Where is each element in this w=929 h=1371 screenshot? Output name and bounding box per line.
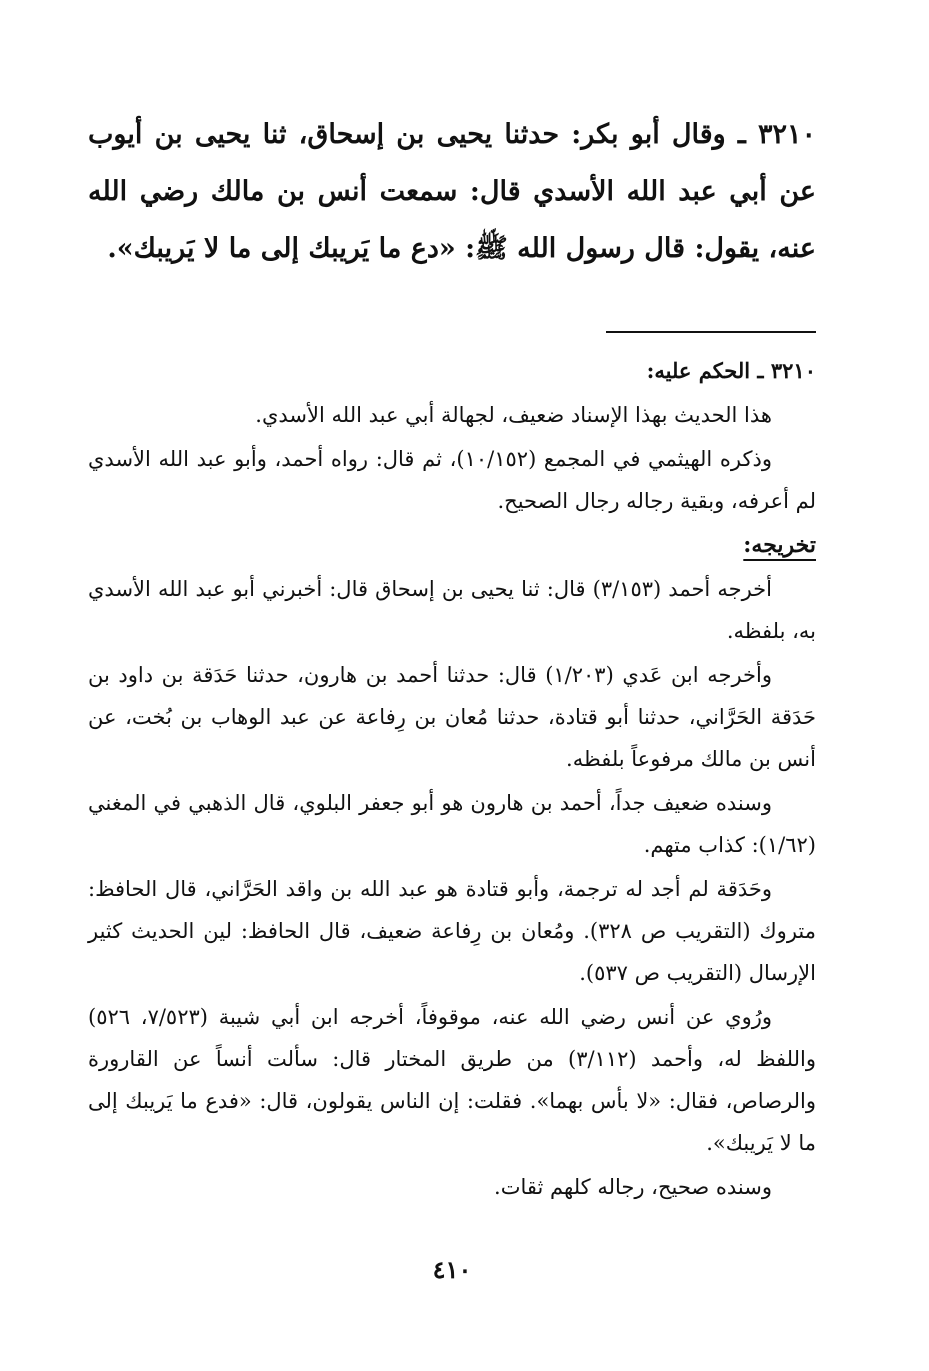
takhrij-paragraph: وسنده صحيح، رجاله كلهم ثقات.	[494, 1175, 772, 1199]
footnote-heading: ٣٢١٠ ـ الحكم عليه:	[646, 358, 816, 383]
page-number: ٤١٠	[432, 1255, 472, 1284]
takhrij-paragraph: أخرجه أحمد (٣/١٥٣) قال: ثنا يحيى بن إسحاق قال: أخبرني أبو عبد الله الأسدي به، بلفظه.	[88, 577, 816, 643]
takhrij-title: تخريجه:	[743, 532, 816, 558]
footnotes-section	[88, 350, 816, 1210]
footnote-separator	[606, 331, 816, 333]
takhrij-paragraph: ورُوي عن أنس رضي الله عنه، موقوفاً، أخرجه ابن أبي شيبة (٧/٥٢٣، ٥٢٦) واللفظ له، وأحمد (٣/١١٢) من طريق المختار قال: سألت أنساً عن القارورة والرصاص، فقال: «لا بأس بهما». فقلت: إن الناس يقولون، قال: «فدع ما يَريبك إلى ما لا يَريبك».	[88, 1005, 816, 1155]
ruling-paragraph: هذا الحديث بهذا الإسناد ضعيف، لجهالة أبي عبد الله الأسدي.	[255, 403, 772, 427]
book-page	[88, 0, 816, 1371]
ruling-paragraph: وذكره الهيثمي في المجمع (١٠/١٥٢)، ثم قال: رواه أحمد، وأبو عبد الله الأسدي لم أعرفه، وبقية رجاله رجال الصحيح.	[88, 447, 816, 513]
hadith-text: ٣٢١٠ ـ وقال أبو بكر: حدثنا يحيى بن إسحاق، ثنا يحيى بن أيوب عن أبي عبد الله الأسدي قال: سمعت أنس بن مالك رضي الله عنه، يقول: قال رسول الله ﷺ: «دع ما يَريبك إلى ما لا يَريبك».	[88, 119, 816, 264]
takhrij-paragraph: وسنده ضعيف جداً، أحمد بن هارون هو أبو جعفر البلوي، قال الذهبي في المغني (١/٦٢): كذاب متهم.	[88, 791, 816, 857]
takhrij-paragraph: وأخرجه ابن عَدي (١/٢٠٣) قال: حدثنا أحمد بن هارون، حدثنا حَدَقة بن داود بن حَدَقة الحَرَّاني، حدثنا أبو قتادة، حدثنا مُعان بن رِفاعة عن عبد الوهاب بن بُخت، عن أنس بن مالك مرفوعاً بلفظه.	[88, 663, 816, 771]
takhrij-paragraph: وحَدَقة لم أجد له ترجمة، وأبو قتادة هو عبد الله بن واقد الحَرَّاني، قال الحافظ: متروك (التقريب ص ٣٢٨). ومُعان بن رِفاعة ضعيف، قال الحافظ: لين الحديث كثير الإرسال (التقريب ص ٥٣٧).	[88, 877, 816, 985]
